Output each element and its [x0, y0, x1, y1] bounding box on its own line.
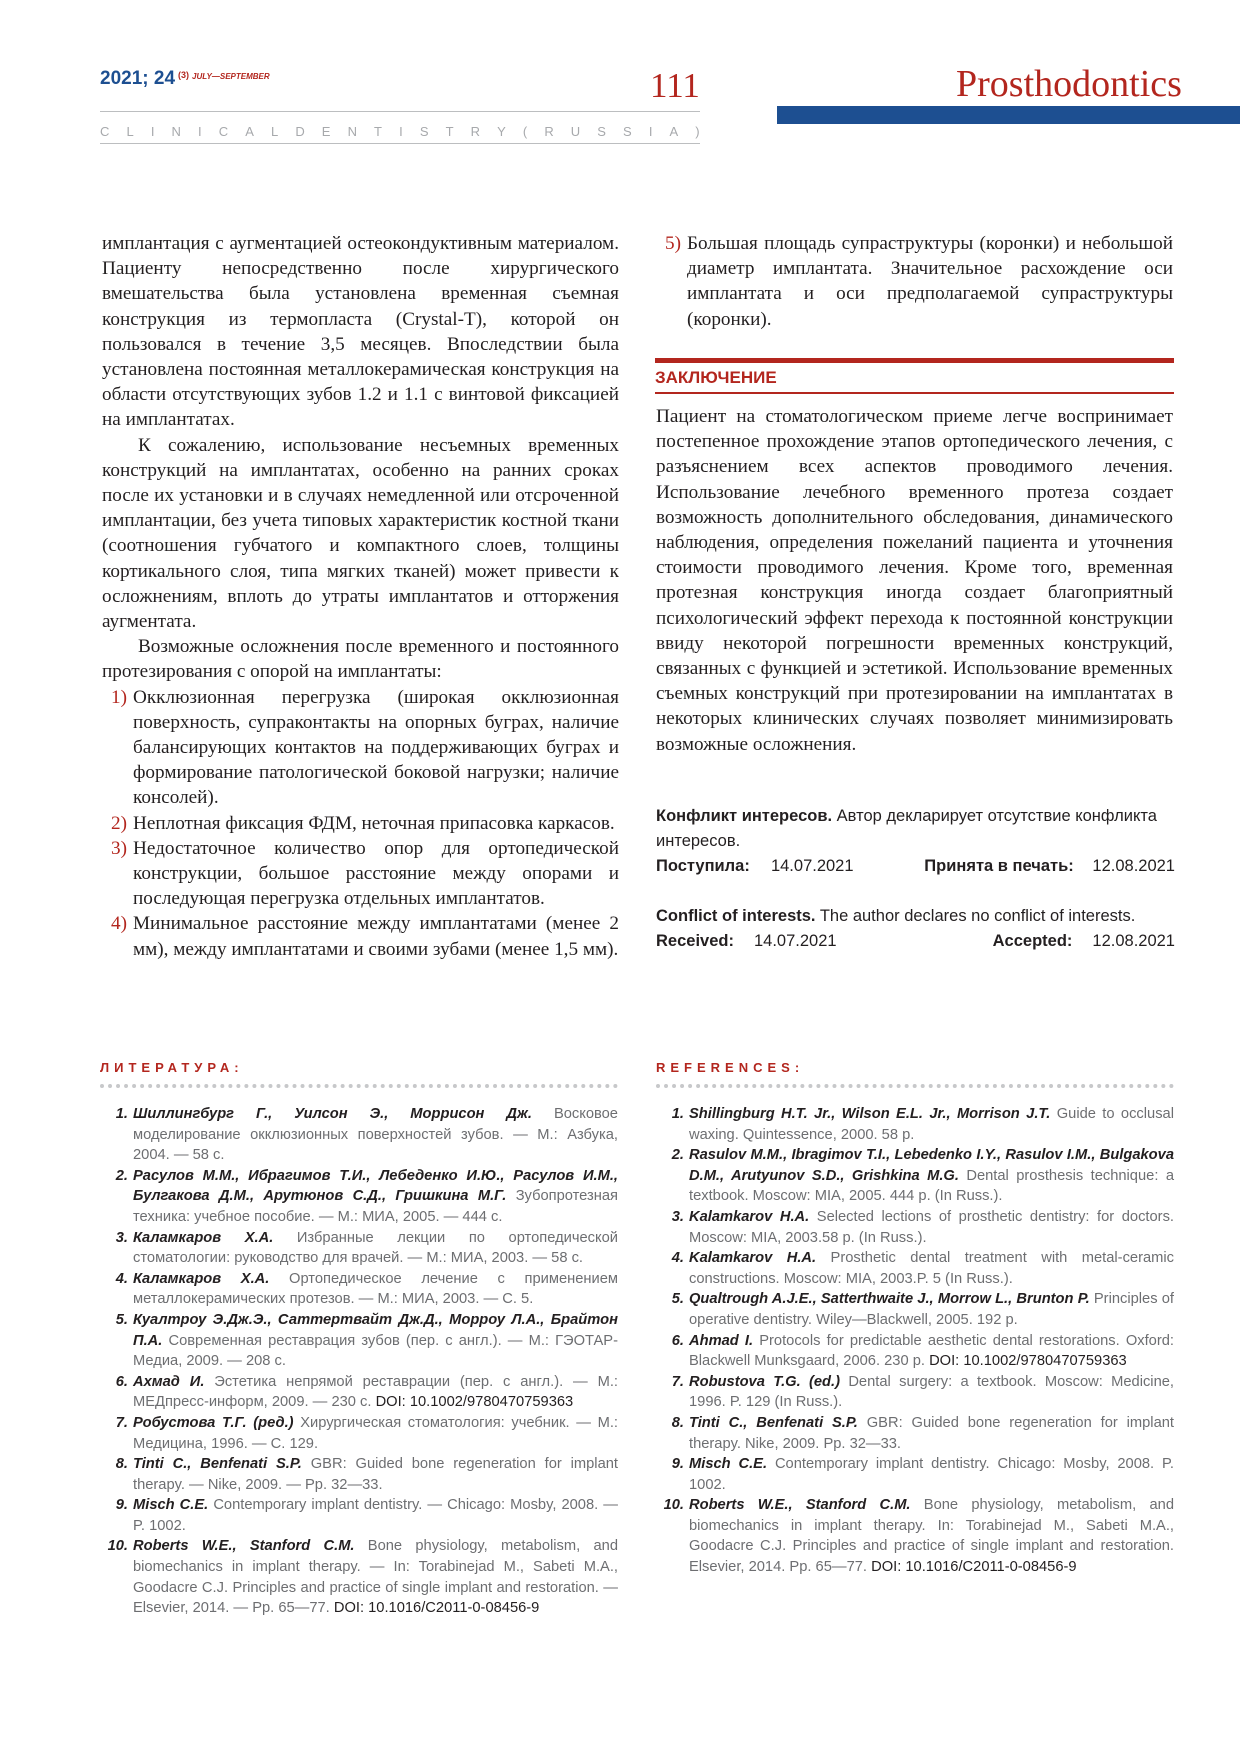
- accepted-label-en: Accepted:: [992, 932, 1073, 950]
- paragraph: Возможные осложнения после временного и постоянного протезирования с опорой на имплантаты:: [102, 636, 619, 683]
- journal-name: [100, 124, 700, 139]
- reference-item: [98, 1228, 618, 1269]
- journal-letter: N: [347, 124, 357, 139]
- journal-letter: A: [669, 124, 679, 139]
- reference-text: [133, 1166, 618, 1228]
- list-item: [102, 685, 619, 811]
- reference-body: Contemporary implant dentistry. Chicago: Mosby, 2008. P. 1002.: [689, 1456, 1174, 1493]
- received-label-en: Received:: [656, 932, 734, 950]
- reference-item: [654, 1454, 1174, 1495]
- reference-text: [133, 1413, 618, 1454]
- reference-text: [689, 1207, 1174, 1248]
- reference-body: Зубопротезная техника: учебное пособие. — М.: МИА, 2005. — 444 с.: [133, 1188, 618, 1225]
- journal-letter: S: [597, 124, 606, 139]
- list-number: 4): [111, 913, 127, 935]
- reference-text: [133, 1104, 618, 1166]
- received-label-ru: Поступила:: [656, 857, 750, 875]
- reference-text: [133, 1454, 618, 1495]
- journal-letter: I: [150, 124, 155, 139]
- journal-letter: Y: [497, 124, 506, 139]
- reference-item: [98, 1310, 618, 1372]
- references-ru-heading: ЛИТЕРАТУРА:: [100, 1060, 244, 1075]
- reference-number: 7.: [671, 1373, 684, 1390]
- paragraph: имплантация с аугментацией остеокондуктивным материалом. Пациенту непосредственно после хирургического вмешательства была установлена временная съемная конструкция из термопласта (Crystal-T), которой он пользовался в течение 3,5 месяцев. Впоследствии была установлена постоянная металлокерамическая конструкция на области отсутствующих зубов 1.2 и 1.1 с винтовой фиксацией на имплантатах.: [102, 233, 619, 431]
- reference-item: [654, 1289, 1174, 1330]
- reference-authors: Ахмад И.: [133, 1373, 205, 1390]
- reference-authors: Расулов М.М., Ибрагимов Т.И., Лебеденко И.Ю., Расулов И.М., Булгакова Д.М., Арутюнов С.Д., Гришкина М.Г.: [133, 1167, 618, 1205]
- journal-letter: T: [445, 124, 454, 139]
- reference-text: [689, 1145, 1174, 1207]
- reference-number: 2.: [671, 1147, 684, 1164]
- list-item: [656, 231, 1173, 332]
- reference-body: Ортопедическое лечение с применением металлокерамических протезов. — М.: МИА, 2003. — С. 5.: [133, 1270, 618, 1308]
- reference-text: [133, 1536, 618, 1618]
- conflict-statement-en: [656, 904, 1175, 929]
- reference-body: Contemporary implant dentistry. — Chicago: Mosby, 2008. — P. 1002.: [133, 1497, 618, 1534]
- journal-letter: U: [570, 124, 581, 139]
- reference-item: [98, 1372, 618, 1413]
- issue-number: (3): [178, 70, 190, 80]
- references-en-divider: [656, 1084, 1174, 1088]
- reference-authors: Qualtrough A.J.E., Satterthwaite J., Morrow L., Brunton P.: [689, 1291, 1090, 1308]
- references-ru-divider: [100, 1084, 618, 1088]
- journal-letter: S: [623, 124, 632, 139]
- complications-list: [102, 685, 619, 962]
- journal-letter: N: [171, 124, 181, 139]
- reference-authors: Tinti C., Benfenati S.P.: [133, 1456, 302, 1473]
- reference-number: 6.: [671, 1332, 684, 1349]
- reference-body: Эстетика непрямой реставрации (пер. с англ.). — М.: МЕДпресс-информ, 2009. — 230 с.: [133, 1373, 618, 1411]
- list-number: 5): [665, 233, 681, 254]
- reference-authors: Kalamkarov H.A.: [689, 1250, 817, 1267]
- reference-body: Современная реставрация зубов (пер. с англ.). — М.: ГЭОТАР-Медиа, 2009. — 208 с.: [133, 1332, 618, 1370]
- list-text: Минимальное расстояние между имплантатами (менее 2 мм), между имплантатами и своими зубами (менее 1,5 мм).: [133, 913, 619, 960]
- reference-text: [689, 1289, 1174, 1330]
- reference-body: Dental surgery: a textbook. Moscow: Medicine, 1996. P. 129 (In Russ.).: [689, 1373, 1174, 1411]
- reference-body: GBR: Guided bone regeneration for implant therapy. Nike, 2009. Pp. 32—33.: [689, 1414, 1174, 1452]
- reference-authors: Каламкаров Х.А.: [133, 1229, 274, 1246]
- reference-body: Prosthetic dental treatment with metal-ceramic constructions. Moscow: MIA, 2003.P. 5 (In Russ.).: [689, 1250, 1174, 1287]
- issue-months: JULY—SEPTEMBER: [192, 72, 270, 81]
- reference-body: Bone physiology, metabolism, and biomechanics in implant therapy. In: Torabinejad M., Sabeti M.A., Goodacre C.J. Principles and practice of single implant and restoration. Elsevier, 2014. Pp. 65—77.: [689, 1497, 1174, 1576]
- reference-body: Protocols for predictable aesthetic dental restorations. Oxford: Blackwell Munksgaard, 2006. 230 p.: [689, 1332, 1174, 1370]
- journal-letter: I: [198, 124, 202, 139]
- conclusion-rule-bottom: [655, 392, 1174, 394]
- dates-ru: [656, 854, 1175, 879]
- list-number: 2): [111, 812, 127, 834]
- reference-item: [98, 1536, 618, 1618]
- reference-authors: Куалтроу Э.Дж.Э., Саттертвайт Дж.Д., Морроу Л.А., Брайтон П.А.: [133, 1311, 618, 1349]
- received-date-ru: 14.07.2021: [770, 857, 854, 875]
- reference-body: Восковое моделирование окклюзионных поверхностей зубов. — М.: Азбука, 2004. — 58 с.: [133, 1106, 618, 1164]
- references-en-list: [654, 1104, 1174, 1578]
- journal-letter: R: [470, 124, 481, 139]
- reference-authors: Misch C.E.: [133, 1497, 209, 1514]
- conflict-text-ru: Автор декларирует отсутствие конфликта интересов.: [656, 807, 1157, 850]
- reference-item: [654, 1413, 1174, 1454]
- reference-item: [654, 1372, 1174, 1413]
- reference-number: 7.: [115, 1414, 128, 1431]
- list-text: Большая площадь супраструктуры (коронки) и небольшой диаметр имплантата. Значительное расхождение оси имплантата и оси предполагаемой супраструктуры (коронки).: [687, 233, 1173, 330]
- journal-letter: S: [419, 124, 429, 139]
- conclusion-heading: ЗАКЛЮЧЕНИЕ: [655, 368, 777, 387]
- accepted-date-en: 12.08.2021: [1092, 932, 1175, 950]
- reference-authors: Roberts W.E., Stanford C.M.: [133, 1538, 355, 1555]
- reference-number: 4.: [671, 1250, 684, 1267]
- reference-item: [98, 1166, 618, 1228]
- list-text: Недостаточное количество опор для ортопедической конструкции, большое расстояние между опорами и последующая перегрузка отдельных имплантатов.: [133, 837, 619, 910]
- year-volume: 2021; 24: [100, 68, 176, 89]
- list-number: 1): [111, 686, 127, 708]
- references-en-heading: REFERENCES:: [656, 1060, 805, 1075]
- conclusion-body: [656, 404, 1173, 757]
- reference-number: 1.: [671, 1106, 684, 1122]
- reference-authors: Tinti C., Benfenati S.P.: [689, 1414, 858, 1431]
- journal-letter: L: [126, 124, 134, 139]
- reference-number: 1.: [115, 1106, 128, 1122]
- reference-item: [654, 1248, 1174, 1289]
- accepted-label-ru: Принята в печать:: [924, 857, 1074, 875]
- page-number: 111: [650, 66, 700, 105]
- reference-number: 2.: [115, 1167, 128, 1184]
- references-ru-list: [98, 1104, 618, 1619]
- journal-letter: C: [100, 124, 110, 139]
- article-meta-en: [656, 904, 1175, 954]
- reference-authors: Ahmad I.: [689, 1332, 754, 1349]
- right-column: [656, 231, 1173, 332]
- reference-number: 8.: [115, 1456, 128, 1473]
- conclusion-rule-top: [655, 358, 1174, 363]
- reference-text: [689, 1248, 1174, 1289]
- header-rule-bottom: [100, 143, 700, 144]
- conflict-statement-ru: [656, 804, 1175, 854]
- reference-authors: Rasulov M.M., Ibragimov T.I., Lebedenko I.Y., Rasulov I.M., Bulgakova D.M., Arutyunov S.D., Grishkina M.G.: [689, 1147, 1174, 1184]
- reference-text: [689, 1454, 1174, 1495]
- reference-text: [133, 1310, 618, 1372]
- reference-doi: DOI: 10.1016/C2011-0-08456-9: [333, 1600, 540, 1617]
- accepted-date-ru: 12.08.2021: [1092, 857, 1175, 875]
- reference-body: GBR: Guided bone regeneration for implant therapy. — Nike, 2009. — Pp. 32—33.: [133, 1456, 618, 1493]
- reference-item: [654, 1207, 1174, 1248]
- reference-text: [689, 1495, 1174, 1577]
- reference-item: [654, 1495, 1174, 1577]
- paragraph: К сожалению, использование несъемных временных конструкций на имплантатах, особенно на ранних сроках после их установки и в случаях немедленной или отсроченной имплантации, без учета типовых характеристик костной ткани (соотношения губчатого и компактного слоев, толщины кортикального слоя, типа мягких тканей) может привести к осложнениям, вплоть до утраты имплантатов и отторжения аугментата.: [102, 434, 619, 633]
- reference-item: [98, 1269, 618, 1310]
- reference-number: 3.: [671, 1208, 684, 1225]
- reference-item: [98, 1454, 618, 1495]
- reference-text: [689, 1331, 1174, 1372]
- list-item: [102, 836, 619, 912]
- reference-text: [133, 1372, 618, 1413]
- reference-number: 9.: [671, 1456, 684, 1473]
- reference-text: [133, 1228, 618, 1269]
- reference-doi: DOI: 10.1002/9780470759363: [375, 1394, 574, 1411]
- journal-letter: C: [218, 124, 229, 139]
- article-meta-ru: [656, 804, 1175, 879]
- journal-letter: A: [245, 124, 254, 139]
- list-text: Неплотная фиксация ФДМ, неточная припасовка каркасов.: [133, 812, 615, 834]
- reference-number: 10.: [663, 1497, 684, 1514]
- list-item: [102, 911, 619, 961]
- reference-text: [689, 1372, 1174, 1413]
- reference-authors: Shillingburg H.T. Jr., Wilson E.L. Jr., Morrison J.T.: [689, 1106, 1051, 1122]
- reference-number: 9.: [115, 1497, 128, 1514]
- reference-number: 8.: [671, 1414, 684, 1431]
- reference-number: 5.: [115, 1311, 128, 1328]
- reference-item: [654, 1331, 1174, 1372]
- reference-authors: Каламкаров Х.А.: [133, 1270, 270, 1287]
- conclusion-text: Пациент на стоматологическом приеме легче воспринимает постепенное прохождение этапов ортопедического лечения, с разъяснением всех аспектов проводимого лечения. Использование лечебного временного протеза создает возможность дополнительного обследования, динамического наблюдения, определения пожеланий пациента и уточнения стоимости проводимого лечения. Кроме того, временная протезная конструкция иногда создает благоприятный психологический эффект перехода к постоянной конструкции ввиду некоторой погрешности временных конструкций, связанных с функцией и эстетикой. Использование временных съемных конструкций при протезировании на имплантатах в некоторых клинических случаях позволяет минимизировать возможные осложнения.: [656, 406, 1173, 755]
- journal-letter: I: [399, 124, 403, 139]
- reference-authors: Robustova T.G. (ed.): [689, 1373, 840, 1390]
- reference-number: 6.: [115, 1373, 128, 1390]
- reference-text: [689, 1413, 1174, 1454]
- received-date-en: 14.07.2021: [754, 932, 837, 950]
- reference-authors: Шиллингбург Г., Уилсон Э., Моррисон Дж.: [133, 1106, 532, 1122]
- list-item: [102, 811, 619, 836]
- list-text: Окклюзионная перегрузка (широкая окклюзионная поверхность, супраконтакты на опорных буграх, наличие балансирующих контактов на поддерживающих буграх и формирование патологической боковой нагрузки; наличие консолей).: [133, 686, 619, 809]
- journal-letter: I: [648, 124, 653, 139]
- conflict-text-en: The author declares no conflict of interests.: [819, 907, 1136, 925]
- reference-number: 3.: [115, 1229, 128, 1246]
- conflict-label-ru: Конфликт интересов.: [656, 807, 833, 825]
- reference-authors: Робустова Т.Г. (ред.): [133, 1414, 294, 1431]
- reference-number: 4.: [115, 1270, 128, 1287]
- reference-doi: DOI: 10.1016/C2011-0-08456-9: [871, 1559, 1077, 1576]
- journal-letter: ): [695, 124, 700, 139]
- journal-letter: T: [374, 124, 382, 139]
- reference-number: 5.: [671, 1291, 684, 1308]
- reference-authors: Misch C.E.: [689, 1456, 768, 1473]
- journal-letter: (: [522, 124, 528, 139]
- dates-en: [656, 929, 1175, 954]
- reference-body: Dental prosthesis technique: a textbook. Moscow: MIA, 2005. 444 p. (In Russ.).: [689, 1167, 1174, 1205]
- reference-text: [689, 1104, 1174, 1145]
- reference-body: Избранные лекции по ортопедической стоматологии: руководство для врачей. — М.: МИА, 2003. — 58 с.: [133, 1229, 618, 1267]
- reference-doi: DOI: 10.1002/9780470759363: [929, 1353, 1127, 1370]
- reference-number: 10.: [107, 1538, 128, 1555]
- reference-item: [98, 1495, 618, 1536]
- left-column: [102, 231, 619, 962]
- reference-authors: Kalamkarov H.A.: [689, 1208, 810, 1225]
- reference-body: Хирургическая стоматология: учебник. — М.: Медицина, 1996. — С. 129.: [133, 1414, 618, 1452]
- issue-info: [100, 68, 270, 90]
- journal-letter: R: [544, 124, 554, 139]
- reference-text: [133, 1495, 618, 1536]
- header-rule-top: [100, 111, 700, 112]
- reference-body: Selected lections of prosthetic dentistry: for doctors. Moscow: MIA, 2003.58 p. (In Russ.).: [689, 1208, 1174, 1246]
- list-number: 3): [111, 837, 127, 859]
- journal-letter: D: [295, 124, 305, 139]
- reference-text: [133, 1269, 618, 1310]
- journal-letter: E: [321, 124, 331, 139]
- reference-authors: Roberts W.E., Stanford C.M.: [689, 1497, 911, 1514]
- reference-body: Bone physiology, metabolism, and biomechanics in implant therapy. — In: Torabinejad M., Sabeti M.A., Goodacre C.J. Principles and practice of single implant and restoration. — Elsevier, 2014. — Pp. 65—77.: [133, 1538, 618, 1617]
- reference-item: [654, 1145, 1174, 1207]
- reference-item: [98, 1104, 618, 1166]
- section-bar: [777, 106, 1240, 124]
- section-title: Prosthodontics: [956, 63, 1182, 105]
- reference-item: [654, 1104, 1174, 1145]
- journal-letter: L: [270, 124, 279, 139]
- reference-body: Principles of operative dentistry. Wiley—Blackwell, 2005. 192 p.: [689, 1291, 1175, 1328]
- reference-item: [98, 1413, 618, 1454]
- conflict-label-en: Conflict of interests.: [656, 907, 816, 925]
- reference-body: Guide to occlusal waxing. Quintessence, 2000. 58 p.: [689, 1106, 1174, 1143]
